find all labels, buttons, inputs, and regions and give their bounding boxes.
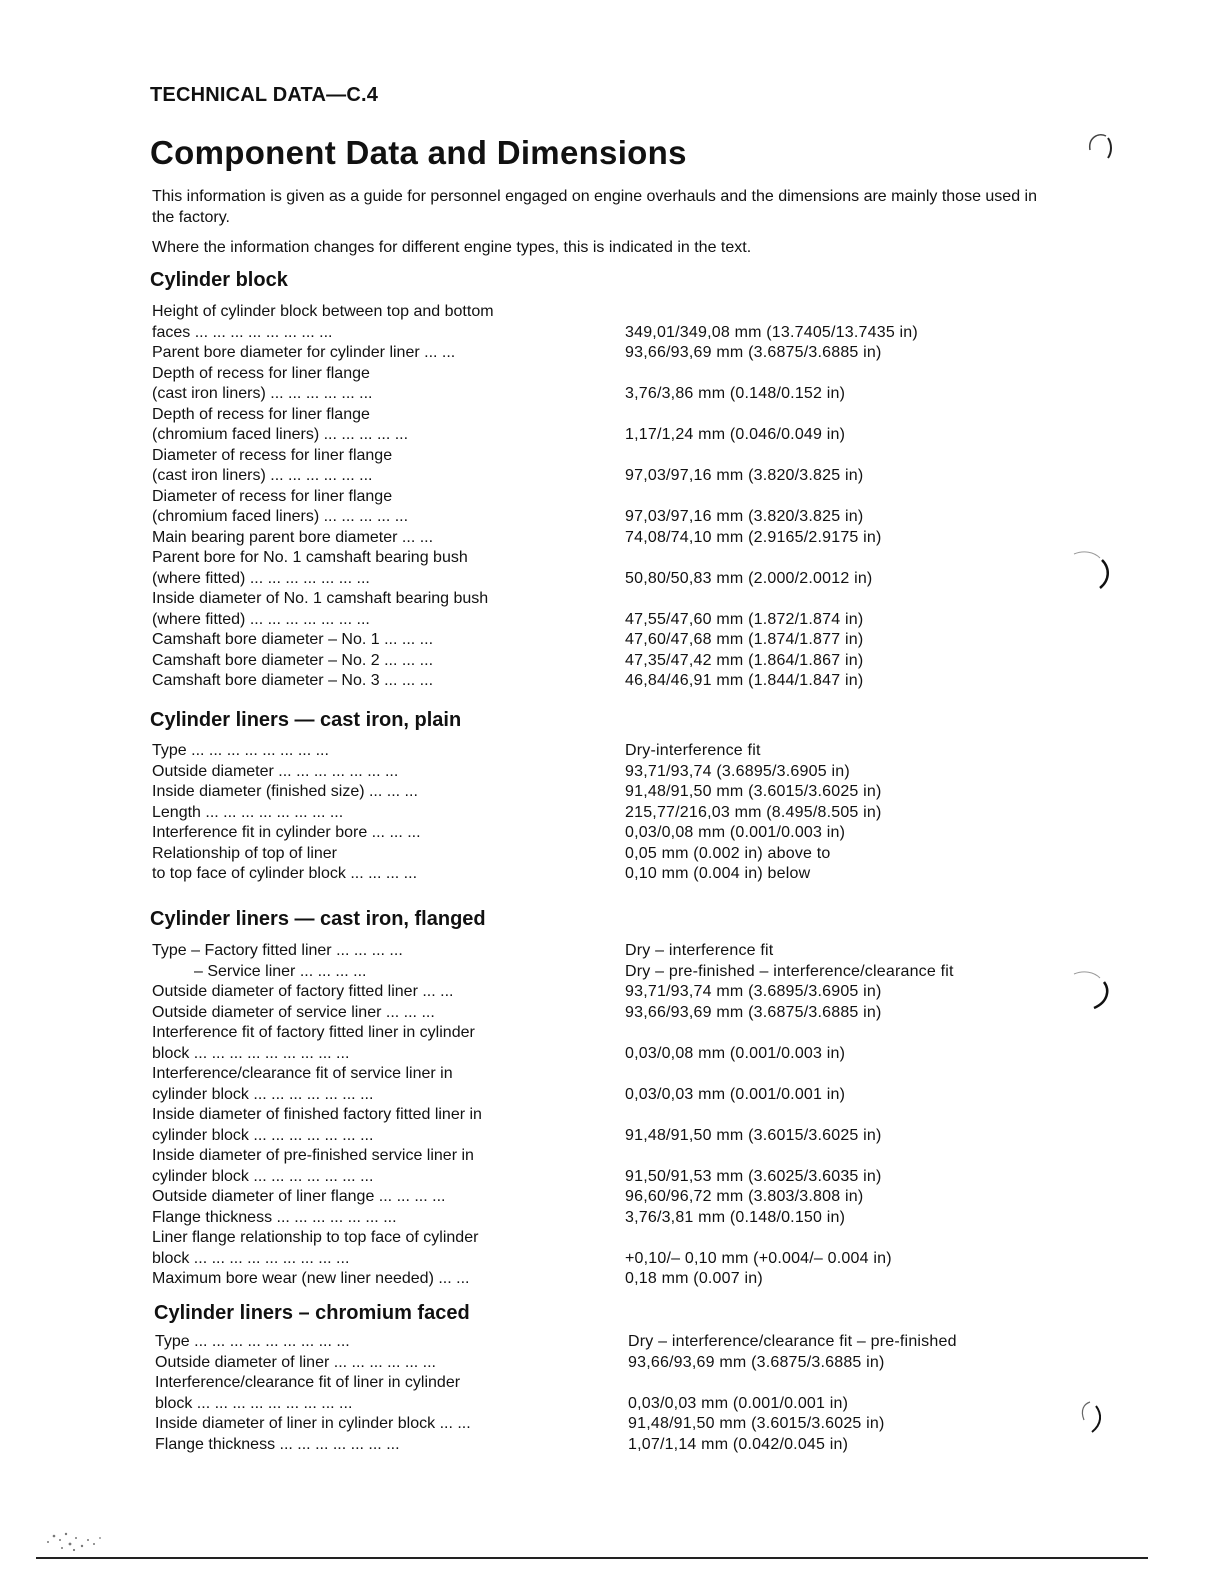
spec-label xyxy=(152,1023,624,1064)
spec-value xyxy=(624,1105,1022,1146)
spec-label-line: Depth of recess for liner flange xyxy=(152,364,370,382)
binder-hole-icon xyxy=(1080,128,1120,164)
section-header: TECHNICAL DATA—C.4 xyxy=(150,84,379,106)
spec-value-line: 0,10 mm (0.004 in) below xyxy=(625,865,811,882)
spec-label-line: block ... ... ... ... ... ... ... ... ... xyxy=(152,1044,350,1062)
spec-label xyxy=(152,405,624,446)
spec-value-line: 0,05 mm (0.002 in) above to xyxy=(625,844,831,862)
spec-label xyxy=(152,1269,624,1290)
spec-label xyxy=(155,1353,627,1374)
spec-label-line: Flange thickness ... ... ... ... ... ... ... xyxy=(152,1208,397,1226)
spec-row xyxy=(152,302,1022,343)
page-title: Component Data and Dimensions xyxy=(150,134,687,171)
spec-label xyxy=(152,1105,624,1146)
spec-value-spacer xyxy=(625,1023,1022,1044)
spec-label xyxy=(152,446,624,487)
spec-value xyxy=(624,1187,1022,1208)
binder-hole-icon xyxy=(1070,548,1120,598)
spec-value-line: 93,66/93,69 mm (3.6875/3.6885 in) xyxy=(628,1353,885,1371)
spec-row xyxy=(152,1208,1022,1229)
spec-value xyxy=(627,1353,1025,1374)
spec-value xyxy=(624,548,1022,589)
spec-row xyxy=(152,1003,1022,1024)
spec-value-line: Dry – interference/clearance fit – pre-finished xyxy=(628,1333,957,1350)
spec-label xyxy=(152,1228,624,1269)
spec-label-line: block ... ... ... ... ... ... ... ... ... xyxy=(152,1249,350,1267)
spec-value xyxy=(627,1435,1025,1456)
spec-label-line: block ... ... ... ... ... ... ... ... ... xyxy=(155,1394,353,1412)
spec-value-spacer xyxy=(625,1064,1022,1085)
spec-value-line: 3,76/3,86 mm (0.148/0.152 in) xyxy=(625,385,846,402)
spec-row xyxy=(152,364,1022,405)
spec-label-line: Camshaft bore diameter – No. 3 ... ... ... xyxy=(152,672,434,689)
spec-value-spacer xyxy=(625,446,1022,467)
spec-value xyxy=(624,762,1022,783)
spec-list-cylinder-block xyxy=(152,302,1022,692)
spec-value-spacer xyxy=(625,1146,1022,1167)
intro-paragraph: This information is given as a guide for personnel engaged on engine overhauls and the dimensions are mainly those used in the factory. xyxy=(152,188,1037,226)
spec-value xyxy=(624,741,1022,762)
spec-label xyxy=(152,803,624,824)
spec-label xyxy=(152,941,624,962)
spec-label-line: (cast iron liners) ... ... ... ... ... ... xyxy=(152,385,373,402)
spec-row xyxy=(155,1373,1025,1414)
spec-value-line: 97,03/97,16 mm (3.820/3.825 in) xyxy=(625,467,864,484)
spec-label-line: Camshaft bore diameter – No. 2 ... ... ... xyxy=(152,651,434,669)
spec-label xyxy=(152,762,624,783)
spec-label xyxy=(152,548,624,589)
spec-value-line: +0,10/– 0,10 mm (+0.004/– 0.004 in) xyxy=(625,1249,892,1267)
spec-value xyxy=(624,487,1022,528)
spec-label xyxy=(152,589,624,630)
spec-label-line: Inside diameter of No. 1 camshaft bearing bush xyxy=(152,590,489,607)
spec-value-line: 1,17/1,24 mm (0.046/0.049 in) xyxy=(625,426,846,443)
spec-label-line: Relationship of top of liner xyxy=(152,844,337,862)
spec-label-line: Outside diameter of liner ... ... ... ... ... ... xyxy=(155,1353,436,1371)
spec-label-line: cylinder block ... ... ... ... ... ... ... xyxy=(152,1085,374,1103)
spec-label xyxy=(152,302,624,343)
spec-label-line: Flange thickness ... ... ... ... ... ... ... xyxy=(155,1435,400,1453)
spec-label xyxy=(155,1332,627,1353)
spec-row xyxy=(155,1332,1025,1353)
spec-list-liners-cast-iron-flanged xyxy=(152,941,1022,1290)
spec-value-spacer xyxy=(628,1373,1025,1394)
spec-value-line: 91,50/91,53 mm (3.6025/3.6035 in) xyxy=(625,1167,882,1185)
spec-label-line: Interference fit of factory fitted liner in cylinder xyxy=(152,1024,475,1041)
spec-label xyxy=(152,343,624,364)
spec-value-line: 93,66/93,69 mm (3.6875/3.6885 in) xyxy=(625,344,882,361)
spec-row xyxy=(152,782,1022,803)
spec-value xyxy=(624,651,1022,672)
spec-value xyxy=(624,1003,1022,1024)
spec-row xyxy=(152,803,1022,824)
intro-note: Where the information changes for different engine types, this is indicated in the text. xyxy=(152,239,752,256)
spec-row xyxy=(152,844,1022,885)
spec-label xyxy=(152,782,624,803)
spec-label-line: Main bearing parent bore diameter ... ... xyxy=(152,528,434,546)
spec-label-line: Depth of recess for liner flange xyxy=(152,405,370,423)
spec-value-line: 3,76/3,81 mm (0.148/0.150 in) xyxy=(625,1208,846,1226)
spec-label xyxy=(155,1435,627,1456)
spec-row xyxy=(152,1187,1022,1208)
spec-label xyxy=(152,487,624,528)
spec-value-line: Dry – pre-finished – interference/clearance fit xyxy=(625,962,954,980)
spec-label-line: Type – Factory fitted liner ... ... ... ... xyxy=(152,942,403,959)
spec-label-line: cylinder block ... ... ... ... ... ... ... xyxy=(152,1126,374,1144)
spec-row xyxy=(152,548,1022,589)
spec-row xyxy=(152,1105,1022,1146)
spec-value-spacer xyxy=(625,405,1022,426)
spec-label-line: Diameter of recess for liner flange xyxy=(152,446,393,464)
spec-value-line: 0,03/0,08 mm (0.001/0.003 in) xyxy=(625,824,846,841)
spec-value-spacer xyxy=(625,364,1022,385)
spec-label xyxy=(155,1414,627,1435)
section-title-liners-chromium-faced: Cylinder liners – chromium faced xyxy=(154,1302,470,1324)
spec-label-line: (where fitted) ... ... ... ... ... ... ... xyxy=(152,610,370,628)
spec-label-line: Height of cylinder block between top and bottom xyxy=(152,303,494,320)
spec-label-line: to top face of cylinder block ... ... ... ... xyxy=(152,865,418,882)
spec-label-line: Outside diameter of liner flange ... ... ... ... xyxy=(152,1188,446,1205)
spec-value xyxy=(624,1064,1022,1105)
spec-value xyxy=(624,962,1022,983)
spec-label-line: Maximum bore wear (new liner needed) ... ... xyxy=(152,1270,470,1287)
spec-row xyxy=(152,671,1022,692)
spec-label-line: Parent bore for No. 1 camshaft bearing bush xyxy=(152,549,468,566)
spec-row xyxy=(152,528,1022,549)
spec-label xyxy=(152,1064,624,1105)
spec-value xyxy=(624,364,1022,405)
spec-value-line: 91,48/91,50 mm (3.6015/3.6025 in) xyxy=(628,1415,885,1432)
spec-list-liners-chromium-faced xyxy=(155,1332,1025,1455)
spec-row xyxy=(155,1353,1025,1374)
spec-label-line: Outside diameter of factory fitted liner ... ... xyxy=(152,983,454,1000)
spec-label xyxy=(152,962,624,983)
spec-value-line: Dry-interference fit xyxy=(625,742,761,759)
spec-value xyxy=(624,982,1022,1003)
spec-value xyxy=(624,803,1022,824)
spec-row xyxy=(152,762,1022,783)
spec-label xyxy=(152,1003,624,1024)
spec-value-line: 46,84/46,91 mm (1.844/1.847 in) xyxy=(625,672,864,689)
spec-label-line: faces ... ... ... ... ... ... ... ... xyxy=(152,323,333,341)
spec-row xyxy=(152,1023,1022,1064)
spec-value-spacer xyxy=(625,1228,1022,1249)
spec-value xyxy=(624,343,1022,364)
spec-value xyxy=(627,1373,1025,1414)
spec-row xyxy=(152,630,1022,651)
spec-value-line: Dry – interference fit xyxy=(625,942,774,959)
spec-value-line: 47,60/47,68 mm (1.874/1.877 in) xyxy=(625,631,864,648)
spec-value-line: 47,35/47,42 mm (1.864/1.867 in) xyxy=(625,651,864,669)
spec-label-line: (where fitted) ... ... ... ... ... ... ... xyxy=(152,569,370,587)
spec-value xyxy=(624,1146,1022,1187)
spec-value xyxy=(627,1332,1025,1353)
spec-label xyxy=(152,1187,624,1208)
spec-label-line: Inside diameter (finished size) ... ... ... xyxy=(152,783,418,800)
spec-row xyxy=(152,1269,1022,1290)
spec-value xyxy=(624,405,1022,446)
spec-value xyxy=(624,1023,1022,1064)
spec-label xyxy=(152,671,624,692)
spec-label xyxy=(155,1373,627,1414)
spec-value-line: 50,80/50,83 mm (2.000/2.0012 in) xyxy=(625,569,873,587)
spec-row xyxy=(152,1228,1022,1269)
spec-row xyxy=(152,589,1022,630)
spec-value-spacer xyxy=(625,548,1022,569)
spec-row xyxy=(152,982,1022,1003)
spec-label-line: Diameter of recess for liner flange xyxy=(152,487,393,505)
spec-value-line: 97,03/97,16 mm (3.820/3.825 in) xyxy=(625,508,864,525)
spec-label-line: (cast iron liners) ... ... ... ... ... ... xyxy=(152,467,373,484)
spec-value xyxy=(624,589,1022,630)
spec-value xyxy=(624,782,1022,803)
spec-label-line: Interference fit in cylinder bore ... ... ... xyxy=(152,824,421,841)
spec-row xyxy=(155,1435,1025,1456)
spec-label xyxy=(152,651,624,672)
spec-label xyxy=(152,1146,624,1187)
spec-value-line: 0,03/0,03 mm (0.001/0.001 in) xyxy=(628,1394,849,1412)
spec-label-line: Interference/clearance fit of liner in cylinder xyxy=(155,1374,461,1391)
spec-value xyxy=(624,528,1022,549)
spec-row xyxy=(152,487,1022,528)
spec-label xyxy=(152,982,624,1003)
spec-value xyxy=(624,1269,1022,1290)
spec-value-line: 0,03/0,03 mm (0.001/0.001 in) xyxy=(625,1085,846,1103)
spec-row xyxy=(152,651,1022,672)
spec-value xyxy=(624,630,1022,651)
binder-hole-icon xyxy=(1070,966,1120,1020)
spec-label-line: Interference/clearance fit of service liner in xyxy=(152,1065,453,1082)
spec-label-line: Outside diameter ... ... ... ... ... ... ... xyxy=(152,762,399,780)
spec-label xyxy=(152,844,624,885)
spec-value-line: 0,03/0,08 mm (0.001/0.003 in) xyxy=(625,1044,846,1062)
spec-row xyxy=(152,1064,1022,1105)
spec-label xyxy=(152,823,624,844)
spec-label-line: Type ... ... ... ... ... ... ... ... ... xyxy=(155,1333,350,1350)
spec-row xyxy=(152,962,1022,983)
spec-label-line: Length ... ... ... ... ... ... ... ... xyxy=(152,803,344,821)
spec-label xyxy=(152,1208,624,1229)
spec-value xyxy=(624,446,1022,487)
section-title-cylinder-block: Cylinder block xyxy=(150,269,288,291)
spec-label xyxy=(152,630,624,651)
spec-value-line: 1,07/1,14 mm (0.042/0.045 in) xyxy=(628,1435,849,1453)
spec-value-line: 349,01/349,08 mm (13.7405/13.7435 in) xyxy=(625,323,918,341)
spec-row xyxy=(152,741,1022,762)
spec-value xyxy=(624,671,1022,692)
spec-row xyxy=(152,1146,1022,1187)
spec-value-line: 215,77/216,03 mm (8.495/8.505 in) xyxy=(625,803,882,821)
spec-label-line: Inside diameter of liner in cylinder block ... ... xyxy=(155,1415,471,1432)
spec-value-spacer xyxy=(625,1105,1022,1126)
spec-value-line: 96,60/96,72 mm (3.803/3.808 in) xyxy=(625,1188,864,1205)
spec-label-line: Inside diameter of pre-finished service liner in xyxy=(152,1147,474,1164)
spec-value xyxy=(624,823,1022,844)
spec-label-line: (chromium faced liners) ... ... ... ... ... xyxy=(152,426,409,443)
bottom-rule xyxy=(36,1557,1148,1559)
spec-value-line: 74,08/74,10 mm (2.9165/2.9175 in) xyxy=(625,528,882,546)
spec-value-spacer xyxy=(625,487,1022,508)
scan-smudge-icon xyxy=(40,1522,120,1558)
spec-value-line: 93,71/93,74 (3.6895/3.6905 in) xyxy=(625,762,850,780)
spec-value xyxy=(627,1414,1025,1435)
spec-label xyxy=(152,741,624,762)
spec-label-line: cylinder block ... ... ... ... ... ... ... xyxy=(152,1167,374,1185)
spec-label-line: Liner flange relationship to top face of cylinder xyxy=(152,1229,479,1246)
spec-value xyxy=(624,1208,1022,1229)
spec-label-line: Parent bore diameter for cylinder liner ... ... xyxy=(152,344,456,361)
spec-value-line: 93,71/93,74 mm (3.6895/3.6905 in) xyxy=(625,983,882,1000)
section-title-liners-cast-iron-plain: Cylinder liners — cast iron, plain xyxy=(150,709,462,731)
spec-value-line: 93,66/93,69 mm (3.6875/3.6885 in) xyxy=(625,1003,882,1021)
spec-row xyxy=(152,405,1022,446)
spec-value-line: 91,48/91,50 mm (3.6015/3.6025 in) xyxy=(625,783,882,800)
spec-value-spacer xyxy=(625,302,1022,323)
spec-value xyxy=(624,302,1022,343)
binder-hole-icon xyxy=(1070,1396,1114,1440)
spec-row xyxy=(155,1414,1025,1435)
spec-label xyxy=(152,528,624,549)
spec-value-line: 91,48/91,50 mm (3.6015/3.6025 in) xyxy=(625,1126,882,1144)
spec-value-line: 47,55/47,60 mm (1.872/1.874 in) xyxy=(625,610,864,628)
spec-value xyxy=(624,844,1022,885)
spec-value-line: 0,18 mm (0.007 in) xyxy=(625,1270,763,1287)
spec-row xyxy=(152,941,1022,962)
spec-label-line: (chromium faced liners) ... ... ... ... ... xyxy=(152,508,409,525)
spec-value xyxy=(624,941,1022,962)
spec-label-line: Inside diameter of finished factory fitted liner in xyxy=(152,1106,482,1123)
spec-row xyxy=(152,446,1022,487)
spec-row xyxy=(152,343,1022,364)
section-title-liners-cast-iron-flanged: Cylinder liners — cast iron, flanged xyxy=(150,908,486,930)
spec-list-liners-cast-iron-plain xyxy=(152,741,1022,885)
spec-value xyxy=(624,1228,1022,1269)
spec-label-line: Outside diameter of service liner ... ... ... xyxy=(152,1003,435,1021)
spec-label xyxy=(152,364,624,405)
spec-label-line: – Service liner ... ... ... ... xyxy=(194,962,367,980)
spec-label-line: Camshaft bore diameter – No. 1 ... ... ... xyxy=(152,631,434,648)
spec-row xyxy=(152,823,1022,844)
spec-value-spacer xyxy=(625,589,1022,610)
spec-label-line: Type ... ... ... ... ... ... ... ... xyxy=(152,742,329,759)
